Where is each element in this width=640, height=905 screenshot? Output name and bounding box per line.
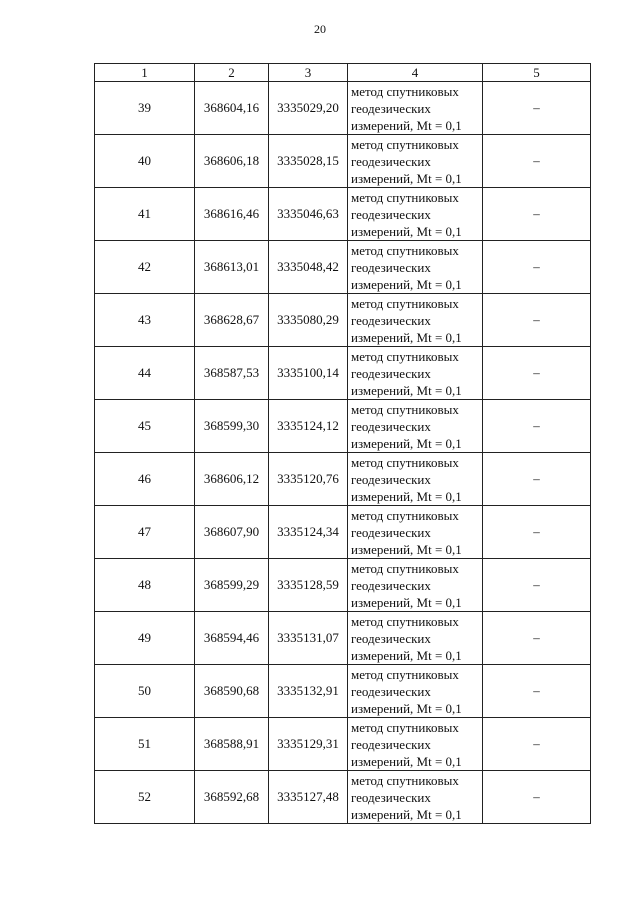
table-row bbox=[95, 347, 591, 400]
method-cell bbox=[348, 559, 483, 612]
point-number-cell: 51 bbox=[95, 718, 195, 771]
header-cell-1: 1 bbox=[95, 64, 195, 82]
method-line: измерений, Mt = 0,1 bbox=[351, 170, 462, 186]
method-line: метод спутниковых bbox=[351, 401, 459, 417]
method-cell bbox=[348, 400, 483, 453]
coordinate-x-cell: 368599,29 bbox=[195, 559, 269, 612]
method-line: измерений, Mt = 0,1 bbox=[351, 647, 462, 663]
point-number-cell: 41 bbox=[95, 188, 195, 241]
table-row bbox=[95, 771, 591, 824]
coordinates-table bbox=[94, 63, 591, 824]
method-line: измерений, Mt = 0,1 bbox=[351, 700, 462, 716]
note-cell: – bbox=[483, 559, 591, 612]
coordinate-x-cell: 368592,68 bbox=[195, 771, 269, 824]
coordinate-x-cell: 368606,12 bbox=[195, 453, 269, 506]
table-row bbox=[95, 559, 591, 612]
method-cell bbox=[348, 506, 483, 559]
coordinate-x-cell: 368594,46 bbox=[195, 612, 269, 665]
point-number-cell: 42 bbox=[95, 241, 195, 294]
coordinate-x-cell: 368590,68 bbox=[195, 665, 269, 718]
method-cell bbox=[348, 718, 483, 771]
point-number-cell: 46 bbox=[95, 453, 195, 506]
table-body bbox=[95, 82, 591, 824]
table-row bbox=[95, 135, 591, 188]
method-cell bbox=[348, 82, 483, 135]
method-line: измерений, Mt = 0,1 bbox=[351, 753, 462, 769]
point-number-cell: 48 bbox=[95, 559, 195, 612]
point-number-cell: 39 bbox=[95, 82, 195, 135]
table-row bbox=[95, 82, 591, 135]
method-line: метод спутниковых bbox=[351, 666, 459, 682]
method-line: измерений, Mt = 0,1 bbox=[351, 594, 462, 610]
method-line: метод спутниковых bbox=[351, 242, 459, 258]
coordinate-y-cell: 3335028,15 bbox=[269, 135, 348, 188]
coordinate-y-cell: 3335124,12 bbox=[269, 400, 348, 453]
coordinate-y-cell: 3335120,76 bbox=[269, 453, 348, 506]
method-line: геодезических bbox=[351, 630, 431, 646]
coordinate-y-cell: 3335048,42 bbox=[269, 241, 348, 294]
header-cell-3: 3 bbox=[269, 64, 348, 82]
method-line: геодезических bbox=[351, 259, 431, 275]
table-row bbox=[95, 241, 591, 294]
note-cell: – bbox=[483, 400, 591, 453]
header-cell-2: 2 bbox=[195, 64, 269, 82]
method-line: метод спутниковых bbox=[351, 772, 459, 788]
method-cell bbox=[348, 241, 483, 294]
coordinate-y-cell: 3335129,31 bbox=[269, 718, 348, 771]
method-line: геодезических bbox=[351, 577, 431, 593]
method-line: измерений, Mt = 0,1 bbox=[351, 806, 462, 822]
header-cell-4: 4 bbox=[348, 64, 483, 82]
method-line: метод спутниковых bbox=[351, 295, 459, 311]
table-header-row bbox=[95, 64, 591, 82]
method-cell bbox=[348, 612, 483, 665]
method-line: метод спутниковых bbox=[351, 719, 459, 735]
table-row bbox=[95, 506, 591, 559]
table-row bbox=[95, 453, 591, 506]
point-number-cell: 50 bbox=[95, 665, 195, 718]
note-cell: – bbox=[483, 612, 591, 665]
point-number-cell: 47 bbox=[95, 506, 195, 559]
method-cell bbox=[348, 453, 483, 506]
method-line: метод спутниковых bbox=[351, 454, 459, 470]
coordinate-x-cell: 368607,90 bbox=[195, 506, 269, 559]
method-line: метод спутниковых bbox=[351, 83, 459, 99]
coordinate-x-cell: 368606,18 bbox=[195, 135, 269, 188]
method-line: измерений, Mt = 0,1 bbox=[351, 382, 462, 398]
note-cell: – bbox=[483, 294, 591, 347]
coordinate-x-cell: 368599,30 bbox=[195, 400, 269, 453]
method-cell bbox=[348, 294, 483, 347]
method-line: геодезических bbox=[351, 153, 431, 169]
coordinate-x-cell: 368587,53 bbox=[195, 347, 269, 400]
page-number: 20 bbox=[314, 22, 326, 36]
method-line: измерений, Mt = 0,1 bbox=[351, 329, 462, 345]
method-line: геодезических bbox=[351, 206, 431, 222]
coordinate-y-cell: 3335029,20 bbox=[269, 82, 348, 135]
point-number-cell: 40 bbox=[95, 135, 195, 188]
method-line: метод спутниковых bbox=[351, 136, 459, 152]
method-line: геодезических bbox=[351, 524, 431, 540]
method-line: геодезических bbox=[351, 789, 431, 805]
note-cell: – bbox=[483, 506, 591, 559]
coordinate-y-cell: 3335128,59 bbox=[269, 559, 348, 612]
note-cell: – bbox=[483, 771, 591, 824]
method-line: метод спутниковых bbox=[351, 560, 459, 576]
coordinate-y-cell: 3335127,48 bbox=[269, 771, 348, 824]
method-line: метод спутниковых bbox=[351, 507, 459, 523]
header-cell-5: 5 bbox=[483, 64, 591, 82]
method-line: геодезических bbox=[351, 418, 431, 434]
method-line: геодезических bbox=[351, 736, 431, 752]
method-line: метод спутниковых bbox=[351, 613, 459, 629]
point-number-cell: 43 bbox=[95, 294, 195, 347]
point-number-cell: 45 bbox=[95, 400, 195, 453]
method-line: геодезических bbox=[351, 365, 431, 381]
method-line: измерений, Mt = 0,1 bbox=[351, 488, 462, 504]
method-cell bbox=[348, 665, 483, 718]
method-cell bbox=[348, 135, 483, 188]
method-cell bbox=[348, 771, 483, 824]
note-cell: – bbox=[483, 665, 591, 718]
coordinate-y-cell: 3335124,34 bbox=[269, 506, 348, 559]
method-line: измерений, Mt = 0,1 bbox=[351, 117, 462, 133]
coordinate-x-cell: 368604,16 bbox=[195, 82, 269, 135]
point-number-cell: 49 bbox=[95, 612, 195, 665]
point-number-cell: 44 bbox=[95, 347, 195, 400]
note-cell: – bbox=[483, 241, 591, 294]
method-line: геодезических bbox=[351, 683, 431, 699]
note-cell: – bbox=[483, 718, 591, 771]
coordinate-x-cell: 368616,46 bbox=[195, 188, 269, 241]
coordinate-y-cell: 3335046,63 bbox=[269, 188, 348, 241]
coordinate-x-cell: 368628,67 bbox=[195, 294, 269, 347]
table-row bbox=[95, 400, 591, 453]
note-cell: – bbox=[483, 347, 591, 400]
method-line: метод спутниковых bbox=[351, 348, 459, 364]
coordinate-y-cell: 3335131,07 bbox=[269, 612, 348, 665]
table-row bbox=[95, 294, 591, 347]
note-cell: – bbox=[483, 82, 591, 135]
method-line: геодезических bbox=[351, 312, 431, 328]
table-row bbox=[95, 612, 591, 665]
method-cell bbox=[348, 347, 483, 400]
table-row bbox=[95, 665, 591, 718]
coordinate-y-cell: 3335132,91 bbox=[269, 665, 348, 718]
table-row bbox=[95, 718, 591, 771]
method-line: геодезических bbox=[351, 100, 431, 116]
coordinate-x-cell: 368613,01 bbox=[195, 241, 269, 294]
method-line: геодезических bbox=[351, 471, 431, 487]
point-number-cell: 52 bbox=[95, 771, 195, 824]
method-line: измерений, Mt = 0,1 bbox=[351, 223, 462, 239]
note-cell: – bbox=[483, 188, 591, 241]
note-cell: – bbox=[483, 453, 591, 506]
method-line: измерений, Mt = 0,1 bbox=[351, 276, 462, 292]
method-line: метод спутниковых bbox=[351, 189, 459, 205]
table-row bbox=[95, 188, 591, 241]
method-cell bbox=[348, 188, 483, 241]
coordinate-y-cell: 3335080,29 bbox=[269, 294, 348, 347]
method-line: измерений, Mt = 0,1 bbox=[351, 435, 462, 451]
coordinate-x-cell: 368588,91 bbox=[195, 718, 269, 771]
note-cell: – bbox=[483, 135, 591, 188]
coordinate-y-cell: 3335100,14 bbox=[269, 347, 348, 400]
method-line: измерений, Mt = 0,1 bbox=[351, 541, 462, 557]
